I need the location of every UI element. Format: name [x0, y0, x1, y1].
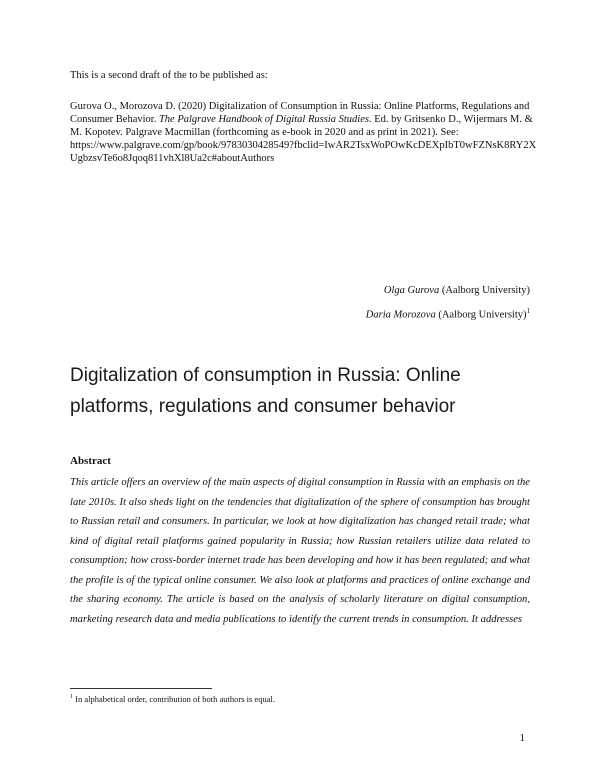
citation	[70, 100, 540, 165]
draft-note: This is a second draft of the to be published as:	[70, 70, 268, 81]
citation-details: Ed. by Gritsenko D., Wijermars M. & M. Kopotev. Palgrave Macmillan (forthcoming as e-book in 2020 and as print in 2021). See:	[70, 114, 533, 138]
author-list	[366, 280, 530, 326]
page-number: 1	[519, 732, 525, 744]
citation-book-title: The Palgrave Handbook of Digital Russia Studies.	[158, 114, 372, 125]
article-title: Digitalization of consumption in Russia: Online platforms, regulations and consumer behavior	[70, 365, 461, 417]
citation-url[interactable]: https://www.palgrave.com/gp/book/9783030428549?fbclid=IwAR2TsxWoPOwKcDEXpIbT0wFZNsK8RY2XUgbzsvTe6o8Jqoq811vhXl8Ua2c#aboutAuthors	[70, 140, 537, 164]
footnote-text: In alphabetical order, contribution of both authors is equal.	[73, 694, 275, 704]
abstract-body: This article offers an overview of the main aspects of digital consumption in Russia with an emphasis on the late 2010s. It also sheds light on the tendencies that digitalization of the sphere of consumption has brought to Russian retail and consumers. In particular, we look at how digitalization has changed retail trade; what kind of digital retail platforms gained popularity in Russia; how Russian retailers utilize data related to consumption; how cross-border internet trade has been developing and how it has been regulated; and what the profile is of the typical online consumer. We also look at platforms and practices of online exchange and the sharing economy. The article is based on the analysis of scholarly literature on digital consumption, marketing research data and media publications to identify the current trends in consumption. It addresses	[70, 477, 530, 625]
author-line	[366, 280, 530, 301]
author-name: Olga Gurova	[383, 285, 440, 296]
citation-text: Gurova O., Morozova D. (2020) Digitalization of Consumption in Russia: Online Platforms, Regulations and Consumer Behavior.	[70, 101, 530, 125]
footnote	[70, 694, 275, 704]
footnote-reference[interactable]: 1	[526, 307, 530, 315]
author-affiliation: (Aalborg University)	[439, 285, 530, 296]
footnote-mark: 1	[70, 694, 73, 701]
footnote-divider	[70, 688, 212, 689]
author-name: Daria Morozova	[365, 309, 436, 321]
author-line	[366, 301, 530, 326]
author-affiliation: (Aalborg University)	[435, 309, 527, 321]
abstract-heading: Abstract	[70, 455, 111, 467]
